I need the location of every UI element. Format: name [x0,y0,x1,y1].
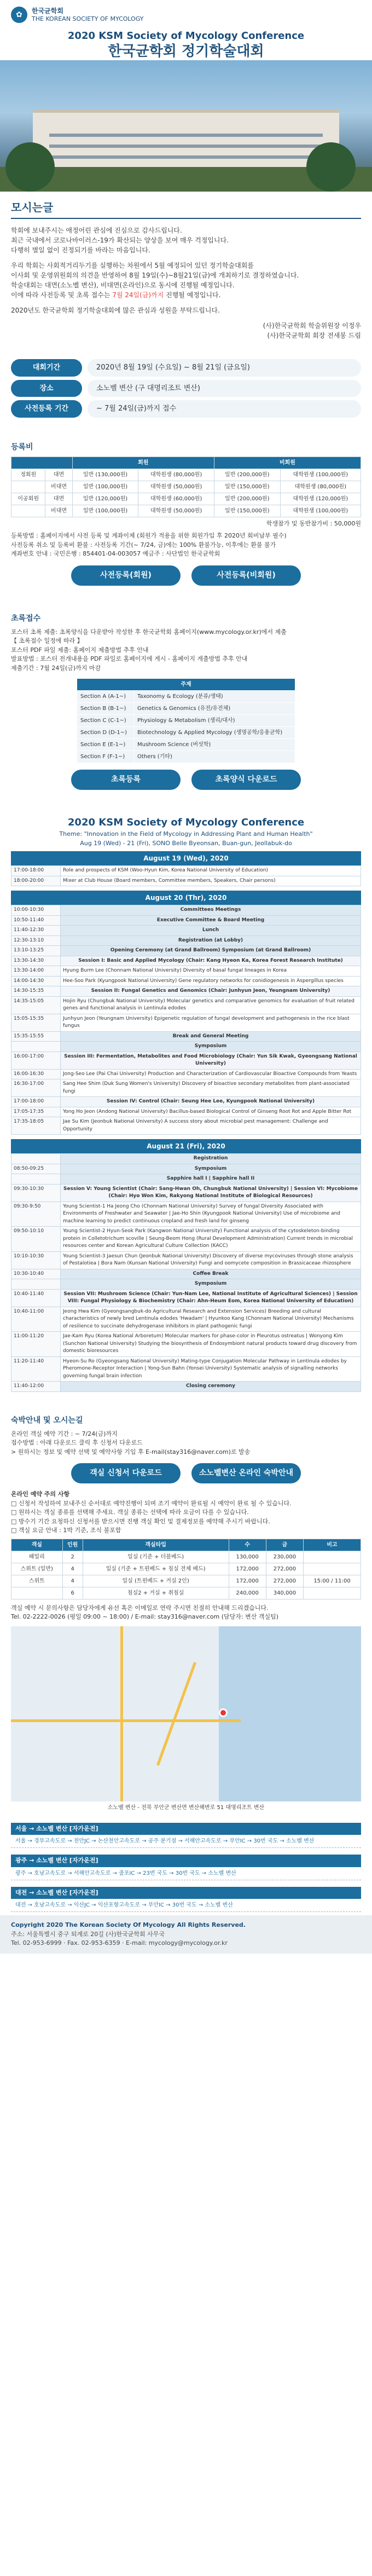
program-time: 11:20-11:40 [11,1356,61,1382]
accommodation-note: 접수방법 : 아래 다운로드 클릭 후 신청서 다운로드 [11,1439,143,1446]
fee-row [11,505,361,517]
fee-table [11,457,361,517]
date-label: 대회기간 [11,359,82,377]
program-row [11,1164,361,1174]
room-cell: 4 [62,1575,83,1587]
fee-cell: 대학원생 (60,000원) [138,493,214,505]
section-row [77,739,295,751]
fee-cell: 대면 [45,493,72,505]
fee-cell: 대학원생 (120,000원) [280,493,361,505]
program-item: Junhyun Jeon (Yeungnam University) Epigenetic regulation of fungal development and pathogenesis in the rice blast fungus [61,1014,361,1031]
fee-cell: 비대면 [45,481,72,493]
program-item: Session III: Fermentation, Metabolites and Food Microbiology (Chair: Yun Sik Kwak, Gyeongsang National University) [61,1052,361,1069]
fee-cell [11,505,45,517]
fee-cell [11,481,45,493]
program-item: Symposium [61,1164,361,1174]
program-item: Symposium [61,1042,361,1052]
program-time: 17:00-18:00 [11,1097,61,1107]
reg-period-value: ~ 7월 24일(금)까지 접수 [88,400,361,418]
program-time: 09:30-10:30 [11,1184,61,1202]
program-time: 11:00-11:20 [11,1332,61,1357]
program-item: Hyeon-Su Ro (Gyeongsang National University) Mating-type Conjugation Molecular Pathway in Lentinula edodes by Pheromone-Receptor Interaction | Yong-Sun Bahn (Yonsei University) Systematic analysis of signalling networks governing fungal brain infection [61,1356,361,1382]
room-cell: 272,000 [266,1563,303,1575]
section-code: Section A (A-1~) [77,691,134,703]
program-row [11,1174,361,1185]
program-time: 17:35-18:05 [11,1117,61,1135]
contact-line: 객실 예약 시 문의사항은 담당자에게 유선 혹은 이메일로 연락 주시면 친절히 안내해 드리겠습니다. [11,1604,269,1612]
notice-heading: 온라인 예약 주의 사항 [11,1491,70,1498]
online-booking-button[interactable]: 소노벨변산 온라인 숙박안내 [191,1463,301,1483]
reg-note: 등록방법 : 홈페이지에서 사전 등록 및 계좌이체 (회원가 적용을 위한 회원가입 후 2020년 회비납부 필수) [11,532,287,539]
fee-cell: 대학원생 (80,000원) [138,469,214,481]
invite-text: 학회에 보내주시는 애정어린 관심에 진심으로 감사드립니다. [11,227,182,234]
program-item: Break and General Meeting [61,1031,361,1042]
program-row [11,935,361,946]
section-row [77,751,295,763]
header [0,0,372,60]
room-cell: 130,000 [229,1551,266,1563]
program-row [11,966,361,977]
route-item [0,1851,372,1884]
program-row [11,1227,361,1252]
day1-table [11,865,361,886]
program-row [11,1069,361,1079]
room-cell: 2 [62,1551,83,1563]
room-cell: 172,000 [229,1575,266,1587]
section-code: Section C (C-1~) [77,715,134,727]
venue-photo [0,60,372,192]
program-row [11,1356,361,1382]
section-code: Section D (D-1~) [77,727,134,739]
program-time: 16:30-17:00 [11,1079,61,1097]
reg-note: 계좌번호 안내 : 국민은행 : 854401-04-003057 예금주 : 사단법인 한국균학회 [11,550,220,557]
invite-deadline-line: 이에 따라 사전등록 및 초록 접수는 7월 24일(금)까지 진행될 예정입니다. [11,291,221,299]
accommodation-note: 온라인 객실 예약 기간 : ~ 7/24(금)까지 [11,1430,118,1437]
program-row [11,1097,361,1107]
program-item: Session I: Basic and Applied Mycology (Chair: Kang Hyeon Ka, Korea Forest Research Institute) [61,956,361,966]
program-time: 13:10-13:25 [11,946,61,956]
program-item: Executive Committee & Board Meeting [61,915,361,926]
program-time: 10:30-10:40 [11,1269,61,1279]
program-row [11,926,361,936]
notice-item: □ 신청서 작성하여 보내주신 순서대로 예약진행이 되며 조기 예약이 완료될 시 예약이 완료 될 수 있습니다. [11,1499,292,1507]
abstract-note: 제출기간 : 7월 24일(금)까지 마감 [11,664,101,672]
reg-period-label: 사전등록 기간 [11,400,82,418]
program-time: 11:40-12:30 [11,926,61,936]
abstract-note: 포스터 초록 제출: 초록양식을 다운받아 작성한 후 한국균학회 홈페이지(www.mycology.or.kr)에서 제출 [11,628,287,636]
room-cell: 침실2 + 거실 + 취침실 [83,1587,229,1599]
program-row [11,866,361,876]
program-row [11,1014,361,1031]
program-row [11,986,361,997]
signature: (사)한국균학회 학술위원장 이정우 (사)한국균학회 회장 전새봉 드림 [263,322,361,339]
fee-cell: 대학원생 (50,000원) [138,505,214,517]
room-form-download-button[interactable]: 객실 신청서 다운로드 [71,1463,181,1483]
program-time [11,1042,61,1052]
fee-cell: 일반 (150,000원) [214,505,280,517]
day3-table [11,1153,361,1392]
footer-address: 주소: 서울특별시 중구 퇴계로 20길 (사)한국균학회 사무국 [11,1930,165,1938]
program-item: Session VII: Mushroom Science (Chair: Yun-Nam Lee, National Institute of Agricultural Sciences) | Session VIII: Fungal Physiology & Biochemistry (Chair: Ahn-Heum Eom, Korea National University of Education) [61,1289,361,1307]
program-row [11,996,361,1014]
section-row [77,727,295,739]
room-cell: 패밀리 [11,1551,63,1563]
program-time [11,1154,61,1164]
room-table-header: 비고 [304,1539,361,1551]
route-item [0,1820,372,1852]
abstract-submit-button[interactable]: 초록등록 [71,770,181,790]
program-row [11,1042,361,1052]
room-cell: 6 [62,1587,83,1599]
program-time: 13:30-14:30 [11,956,61,966]
route-text: 광주 → 호남고속도로 → 서해안고속도로 → 줄포IC → 23번 국도 → 30번 국도 → 소노벨 변산 [11,1867,361,1880]
room-table-header: 인원 [62,1539,83,1551]
fee-extra: 학생참가 및 동반참가비 : 50,000원 [266,519,361,527]
venue-pin-icon [219,1708,228,1717]
room-cell: 230,000 [266,1551,303,1563]
room-cell: 일실 (기준 + 더블베드) [83,1551,229,1563]
fee-cell: 일반 (200,000원) [214,493,280,505]
logo-en: THE KOREAN SOCIETY OF MYCOLOGY [32,15,144,22]
program-row [11,1184,361,1202]
program-row [11,1289,361,1307]
notice-item: □ 객실 요금 안내 : 1박 기준, 조식 불포함 [11,1527,121,1534]
section-code: Section F (F-1~) [77,751,134,763]
program-row [11,1107,361,1117]
program-row [11,1117,361,1135]
conference-title-en: 2020 KSM Society of Mycology Conference [67,30,305,42]
program-item: Registration [61,1154,361,1164]
routes-section [0,1820,372,1916]
program-row [11,1202,361,1227]
register-member-button[interactable]: 사전등록(회원) [71,565,181,586]
abstract-note: 【 초록접수 일정에 따라 】 [11,637,83,644]
room-row [11,1551,361,1563]
room-row [11,1575,361,1587]
register-nonmember-button[interactable]: 사전등록(비회원) [191,565,301,586]
fee-cell: 일반 (130,000원) [72,469,138,481]
room-table-header: 객실 [11,1539,63,1551]
program-item: Closing ceremony [61,1382,361,1392]
section-table [77,678,295,763]
room-cell: 272,000 [266,1575,303,1587]
member-col: 회원 [72,457,214,469]
invitation-section [0,192,372,348]
fee-cell: 대학원생 (80,000원) [280,481,361,493]
program-time: 14:00-14:30 [11,976,61,986]
footer-contact: Tel. 02-953-6999 · Fax. 02-953-6359 · E-mail: mycology@mycology.or.kr [11,1939,228,1947]
invite-text: 다행히 별일 없이 진정되기를 바라는 마음입니다. [11,246,150,254]
program-time [11,1174,61,1185]
program-row [11,1079,361,1097]
program-row [11,1279,361,1290]
program-row [11,1382,361,1392]
program-item: Symposium [61,1279,361,1290]
accommodation-heading: 숙박안내 및 오시는길 [11,1416,83,1425]
program-item: Jeong Hwa Kim (Gyeongsangbuk-do Agricultural Research and Extension Services) Breeding and cultural characteristics of newly bred Lentinula edodes 'Hwadam' | Hyunkoo Kang (Chonnam National University) Mechanisms of resilience to succinate dehydrogenase inhibitors in plant pathogenic fungi [61,1307,361,1332]
invite-text: 이사회 및 운영위원회의 의견을 반영하여 8월 19일(수)~8월21일(금)에 개최하기로 결정하였습니다. [11,272,299,279]
invite-text: 우리 학회는 사회적거리두기를 실행하는 차원에서 5월 예정되어 있던 정기학술대회를 [11,262,254,269]
route-label: 서울 → 소노벨 변산 [자가운전] [11,1823,361,1835]
invite-text: 최근 국내에서 코로나바이러스-19가 확산되는 양상을 보여 매우 걱정입니다. [11,236,229,244]
fee-cell: 이공회원 [11,493,45,505]
program-title: 2020 KSM Society of Mycology Conference [67,817,305,828]
route-label: 대전 → 소노벨 변산 [자가운전] [11,1887,361,1899]
program-time: 15:35-15:55 [11,1031,61,1042]
invite-heading: 모시는글 [11,199,361,219]
program-row [11,1332,361,1357]
program-row [11,956,361,966]
program-row [11,876,361,886]
program-item: Registration (at Lobby) [61,935,361,946]
abstract-section [0,600,372,805]
program-time: 10:10-10:30 [11,1251,61,1269]
fee-cell: 일반 (100,000원) [72,505,138,517]
room-cell: 340,000 [266,1587,303,1599]
conference-title-kr: 한국균학회 정기학술대회 [108,43,264,60]
program-time [11,1279,61,1290]
program-row [11,905,361,916]
logo [11,7,361,23]
event-info [0,348,372,429]
deadline-highlight: 7월 24일(금)까지 [112,291,164,299]
room-cell: 15:00 / 11:00 [304,1575,361,1587]
program-time: 08:50-09:25 [11,1164,61,1174]
program-time: 15:05-15:35 [11,1014,61,1031]
route-item [0,1884,372,1916]
program-row [11,946,361,956]
program-row [11,915,361,926]
program-item: Role and prospects of KSM (Woo-Hyun Kim, Korea National University of Education) [61,866,361,876]
room-cell [304,1551,361,1563]
invite-text: 2020년도 한국균학회 정기학술대회에 많은 관심과 성원을 부탁드립니다. [11,307,220,314]
room-table-header: 금 [266,1539,303,1551]
program-item: Young Scientist-3 Jaesun Chun (Jeonbuk National University) Discovery of diverse mycoviruses through stone analysis of Pestalotiea | Bora Nam (Kunsan National University) Fungi and oomycete composition in Brassicaceae rhizosphere [61,1251,361,1269]
section-code: Section E (E-1~) [77,739,134,751]
section-code: Section B (B-1~) [77,703,134,715]
room-table-header: 수 [229,1539,266,1551]
day3-header: August 21 (Fri), 2020 [11,1139,361,1153]
program-row [11,1031,361,1042]
section-topic: Mushroom Science (버섯학) [134,739,295,751]
fee-row [11,481,361,493]
abstract-note: 포스터 PDF 파일 제출: 홈페이지 제출방법 추후 안내 [11,646,149,654]
program-time: 18:00-20:00 [11,876,61,886]
fee-row [11,469,361,481]
section-row [77,715,295,727]
contact-line: Tel. 02-2222-0026 (평일 09:00 ~ 18:00) / E-mail: stay316@naver.com (담당자: 변산 객실팀) [11,1613,278,1620]
nonmember-col: 비회원 [214,457,361,469]
fee-cell: 대면 [45,469,72,481]
fee-cell: 비대면 [45,505,72,517]
room-row [11,1587,361,1599]
room-cell: 스위트 [11,1575,63,1587]
footer [0,1915,372,1954]
program-item: Committees Meetings [61,905,361,916]
fee-cell: 대학원생 (100,000원) [280,505,361,517]
room-cell: 스위트 (일반) [11,1563,63,1575]
day2-header: August 20 (Thr), 2020 [11,891,361,905]
room-cell [11,1587,63,1599]
section-topic: Taxonomy & Ecology (분류/생태) [134,691,295,703]
program-time: 16:00-17:00 [11,1052,61,1069]
program-item: Opening Ceremony (at Grand Ballroom) Symposium (at Grand Ballroom) [61,946,361,956]
program-item: Coffee Break [61,1269,361,1279]
route-text: 서울 → 경부고속도로 → 천안JC → 논산천안고속도로 → 공주 분기점 → 서해안고속도로 → 부안IC → 30번 국도 → 소노벨 변산 [11,1835,361,1848]
section-row [77,691,295,703]
fee-cell: 정회원 [11,469,45,481]
room-cell: 일실 (기준 + 트윈베드 + 침실 전체 베드) [83,1563,229,1575]
program-theme: Theme: "Innovation in the Field of Mycology in Addressing Plant and Human Health" [59,830,313,838]
program-row [11,1251,361,1269]
program-item: Session IV: Control (Chair: Seung Hee Lee, Kyungpook National University) [61,1097,361,1107]
program-time: 14:35-15:05 [11,996,61,1014]
map-caption: 소노벨 변산 - 전북 부안군 변산면 변산해변로 51 대명리조트 변산 [107,1804,265,1811]
program-item: Mixer at Club House (Board members, Committee members, Speakers, Chair persons) [61,876,361,886]
notice-item: □ 원하시는 객실 종류를 선택해 주세요. 객실 종류는 선택에 따라 요금이 다를 수 있습니다. [11,1509,249,1516]
accommodation-section [0,1400,372,1820]
program-item: Session II: Fungal Genetics and Genomics (Chair: Junhyun Jeon, Yeungnam University) [61,986,361,997]
program-time: 10:50-11:40 [11,915,61,926]
room-table-header: 객실타입 [83,1539,229,1551]
program-time: 10:40-11:40 [11,1289,61,1307]
route-label: 광주 → 소노벨 변산 [자가운전] [11,1855,361,1867]
program-item: Hojin Ryu (Chungbuk National University) Molecular genetics and comparative genomics for evaluation of fruit related genes and functional analysis in Lentinula edodes [61,996,361,1014]
program-item: Jong-Seo Lee (Pai Chai University) Production and Characterization of Cardiovascular Bioactive Compounds from Yeasts [61,1069,361,1079]
location-map[interactable] [11,1626,361,1801]
footer-copyright: Copyright 2020 The Korean Society Of Mycology All Rights Reserved. [11,1921,246,1928]
program-item: Sang Hee Shim (Duk Sung Women's University) Discovery of bioactive secondary metabolites from plant-associated fungi [61,1079,361,1097]
place-label: 장소 [11,380,82,397]
section-topic: Physiology & Metabolism (생리/대사) [134,715,295,727]
fee-cell: 일반 (100,000원) [72,481,138,493]
date-value: 2020년 8월 19일 (수요일) ~ 8월 21일 (금요일) [88,359,361,377]
program-time: 10:00-10:30 [11,905,61,916]
program-item: Session V: Young Scientist (Chair: Sang-Hwan Oh, Chungbuk National University) | Session VI: Mycobiome (Chair: Hyo Won Kim, Rakyong National Institute of Biological Resources) [61,1184,361,1202]
section-topic: Biotechnology & Applied Mycology (생명공학/응용균학) [134,727,295,739]
fee-cell: 대학원생 (50,000원) [138,481,214,493]
room-cell: 240,000 [229,1587,266,1599]
program-item: Jae-Kam Ryu (Korea National Arboretum) Molecular markers for phase-color in Pleurotus ostreatus | Wonyong Kim (Sunchon National University) Studying the biosynthesis of Endosymbiont natural products toward drug discovery from domestic bioresources [61,1332,361,1357]
room-cell: 4 [62,1563,83,1575]
program-item: Hee-Soo Park (Kyungpook National University) Gene regulatory networks for conidiogenesis in Aspergillus species [61,976,361,986]
place-value: 소노벨 변산 (구 대명리조트 변산) [88,380,361,397]
registration-heading: 등록비 [11,442,33,452]
section-table-head: 주제 [77,679,295,691]
room-cell: 172,000 [229,1563,266,1575]
section-row [77,703,295,715]
program-item: Jae Su Kim (Jeonbuk National University) A success story about microbial pest management: Challenge and Opportunity [61,1117,361,1135]
program-item: Young Scientist-2 Hyun-Seok Park (Kangwon National University) Functional analysis of the cytoskeleton-binding protein in Colletotrichum scoville | Seung-Beom Hong (Rural Development Administration) Current trends in microbial resources center and Korean Agricultural Culture Collection (KACC) [61,1227,361,1252]
program-item: Sapphire hall I | Sapphire hall II [61,1174,361,1185]
program-item: Lunch [61,926,361,936]
invite-text: 학술대회는 대면(소노벨 변산), 비대면(온라인)으로 동시에 진행될 예정입니다. [11,281,235,289]
program-row [11,1154,361,1164]
program-item: Yong Ho Jeon (Andong National University) Bacillus-based Biological Control of Ginseng Root Rot and Apple Bitter Rot [61,1107,361,1117]
program-row [11,1052,361,1069]
fee-cell: 대학원생 (100,000원) [280,469,361,481]
abstract-note: 발표방법 : 포스터 전개내용을 PDF 파일로 홈페이지에 게시 - 홈페이지 게출방법 추후 안내 [11,655,248,662]
room-row [11,1563,361,1575]
program-time: 14:30-15:35 [11,986,61,997]
program-time: 17:00-18:00 [11,866,61,876]
program-row [11,1307,361,1332]
program-time: 11:40-12:00 [11,1382,61,1392]
accommodation-note: > 원하시는 정보 및 예약 선택 및 예약사항 기입 후 E-mail(stay316@naver.com)로 발송 [11,1448,251,1456]
abstract-template-download-button[interactable]: 초록양식 다운로드 [191,770,301,790]
reg-note: 사전등록 취소 및 등록비 환불 : 사전등록 기간(~ 7/24, 금)에는 100% 환불가능, 이후에는 환불 불가 [11,541,276,548]
day1-header: August 19 (Wed), 2020 [11,851,361,865]
notice-item: □ 방수기 기간 요청하신 신청서를 받으시면 진행 객실 확인 및 결제정보를 예약해 주시기 바랍니다. [11,1517,270,1525]
program-section [0,804,372,1400]
program-item: Young Scientist-1 Ha Jeong Cho (Chonnam National University) Survey of fungal Diversity Associated with Environments of Freshwater and Seawater | Jae-Ho Shin (Kyungpook National University) Use of microbiome and machine learning to predict continuous cropland and fresh land for ginseng [61,1202,361,1227]
section-topic: Genetics & Genomics (유전/유전체) [134,703,295,715]
room-cell: 일실 (트윈베드 + 거실 2인) [83,1575,229,1587]
room-cell [304,1587,361,1599]
society-logo-icon: ✿ [11,7,27,23]
fee-cell: 일반 (200,000원) [214,469,280,481]
program-time: 13:30-14:00 [11,966,61,977]
fee-cell: 일반 (150,000원) [214,481,280,493]
logo-kr: 한국균학회 [32,7,63,15]
registration-section [0,429,372,600]
program-row [11,976,361,986]
program-time: 12:30-13:10 [11,935,61,946]
room-rate-table [11,1539,361,1599]
abstract-heading: 초록접수 [11,614,41,623]
program-subtitle: Aug 19 (Wed) - 21 (Fri), SONO Belle Byeonsan, Buan-gun, Jeollabuk-do [80,839,292,847]
program-time: 09:50-10:10 [11,1227,61,1252]
program-time: 10:40-11:00 [11,1307,61,1332]
day2-table [11,905,361,1135]
program-time: 17:05-17:35 [11,1107,61,1117]
fee-row [11,493,361,505]
program-time: 16:00-16:30 [11,1069,61,1079]
route-text: 대전 → 호남고속도로 → 익산JC → 익산포항고속도로 → 부안IC → 30번 국도 → 소노벨 변산 [11,1899,361,1912]
fee-cell: 일반 (120,000원) [72,493,138,505]
section-topic: Others (기타) [134,751,295,763]
program-row [11,1269,361,1279]
program-time: 09:30-9:50 [11,1202,61,1227]
room-cell [304,1563,361,1575]
program-item: Hyung Burm Lee (Chonnam National University) Diversity of basal fungal lineages in Korea [61,966,361,977]
